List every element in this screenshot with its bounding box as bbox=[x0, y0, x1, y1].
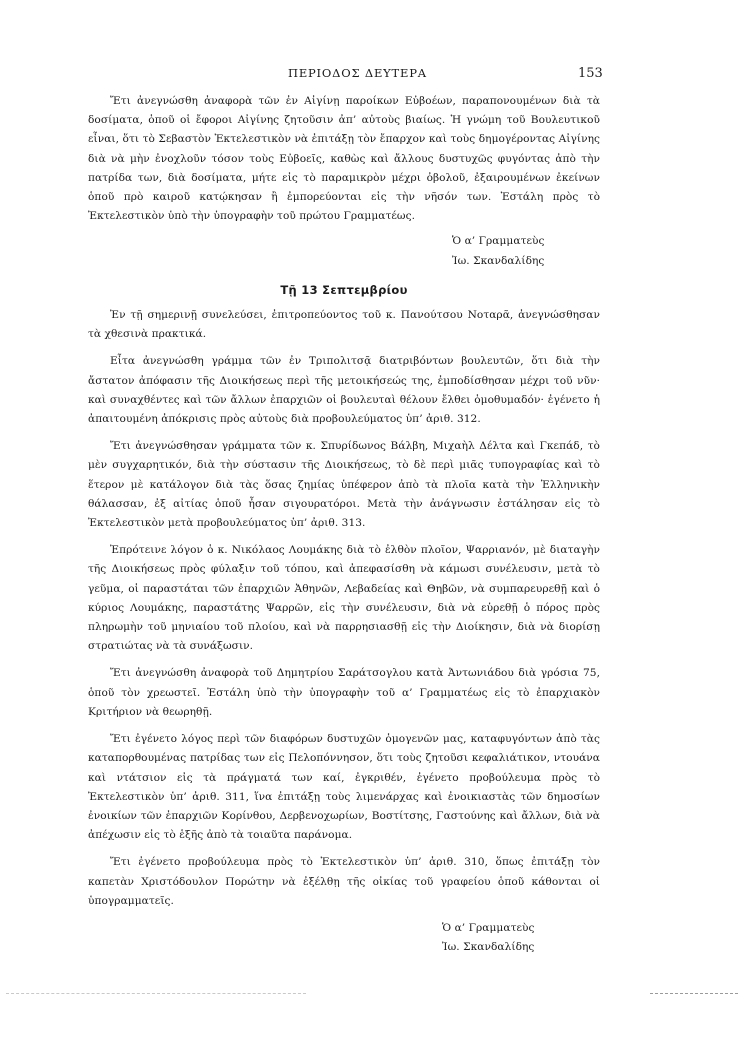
paragraph-tripolitsa-letter: Εἶτα ἀνεγνώσθη γράμμα τῶν ἐν Τριπολιτσᾷ διατριβόντων βουλευτῶν, ὅτι διὰ τὴν ἄστατον ἀπόφασιν τῆς Διοικήσεως περὶ τῆς μετοικήσεώς της, ἐμποδίσθησαν μέχρι τοῦ νῦν· καὶ συναχθέντες καὶ τῶν ἄλλων ἐπαρχιῶν οἱ βουλευταὶ θέλουν ἔλθει ὁμοθυμαδόν· ἐγένετο ἡ ἀπαιτουμένη ἀπόκρισις πρὸς αὐτοὺς διὰ προβουλεύματος ὑπ’ ἀριθ. 312. bbox=[88, 355, 600, 426]
paragraph-saratsoglou-petition: Ἔτι ἀνεγνώσθη ἀναφορὰ τοῦ Δημητρίου Σαράτσογλου κατὰ Ἀντωνιάδου διὰ γρόσια 75, ὁποῦ τὸν χρεωστεῖ. Ἐστάλη ὑπὸ τὴν ὑπογραφὴν τοῦ α’ Γραμματέως εἰς τὸ ἐπαρχιακὸν Κριτήριον νὰ θεωρηθῇ. bbox=[88, 667, 600, 718]
page-number: 153 bbox=[578, 66, 603, 81]
paragraph-refugees-taxes: Ἔτι ἐγένετο λόγος περὶ τῶν διαφόρων δυστυχῶν ὁμογενῶν μας, καταφυγόντων ἀπὸ τὰς καταπορθουμένας πατρίδας των εἰς Πελοπόννησον, ὅτι τοὺς ζητοῦσι κεφαλιάτικον, ντουάνα καὶ ντάτσιον εἰς τὰ πράγματά των καί, ἐγκριθέν, ἐγένετο προβούλευμα πρὸς τὸ Ἐκτελεστικὸν ὑπ’ ἀριθ. 311, ἵνα ἐπιτάξῃ τοὺς λιμενάρχας καὶ ἐνοικιαστὰς τῶν δημοσίων ἐνοικίων τῶν ἐπαρχιῶν Κορίνθου, Δερβενοχωρίων, Βοστίτσης, Γαστούνης καὶ ἄλλων, διὰ νὰ ἀπέχωσιν εἰς τὸ ἑξῆς ἀπὸ τὰ τοιαῦτα παράνομα. bbox=[88, 733, 600, 842]
body-text bbox=[88, 92, 600, 967]
scan-edge-rule-left bbox=[6, 993, 306, 994]
signature-title: Ὁ α’ Γραμματεὺς bbox=[442, 921, 535, 934]
running-head bbox=[0, 66, 744, 86]
signature-name: Ἰω. Σκανδαλίδης bbox=[452, 254, 545, 267]
running-title: ΠΕΡΙΟΔΟΣ ΔΕΥΤΕΡΑ bbox=[288, 66, 427, 80]
paragraph-session-opening: Ἐν τῇ σημερινῇ συνελεύσει, ἐπιτροπεύοντος τοῦ κ. Πανούτσου Νοταρᾶ, ἀνεγνώσθησαν τὰ χθεσινὰ πρακτικά. bbox=[88, 309, 600, 341]
paragraph-loumakis-proposal: Ἐπρότεινε λόγον ὁ κ. Νικόλαος Λουμάκης διὰ τὸ ἐλθὸν πλοῖον, Ψαρριανόν, μὲ διαταγὴν τῆς Διοικήσεως πρὸς φύλαξιν τοῦ τόπου, καὶ ἀπεφασίσθη νὰ κάμωσι συνέλευσιν, μετὰ τὸ γεῦμα, οἱ παραστάται τῶν ἐπαρχιῶν Ἀθηνῶν, Λεβαδείας καὶ Θηβῶν, νὰ συμπαρευρεθῇ καὶ ὁ κύριος Λουμάκης, παραστάτης Ψαρρῶν, εἰς τὴν συνέλευσιν, διὰ νὰ εὑρεθῇ ὁ πόρος πρὸς πληρωμὴν τοῦ μηνιαίου τοῦ πλοίου, καὶ νὰ παρρησιασθῇ εἰς τὴν Διοίκησιν, διὰ νὰ διορίσῃ στρατιώτας νὰ τὰ συνάξωσιν. bbox=[88, 544, 600, 653]
paragraph-porotis-order: Ἔτι ἐγένετο προβούλευμα πρὸς τὸ Ἐκτελεστικὸν ὑπ’ ἀριθ. 310, ὅπως ἐπιτάξῃ τὸν καπετὰν Χριστόδουλον Πορώτην νὰ ἐξέλθῃ τῆς οἰκίας τοῦ γραφείου ὁποῦ κάθονται οἱ ὑπογραμματεῖς. bbox=[88, 856, 600, 907]
signature-block-2 bbox=[88, 919, 600, 957]
signature-block-1 bbox=[88, 232, 600, 270]
signature-title: Ὁ α’ Γραμματεὺς bbox=[452, 235, 545, 248]
paragraph-euboean-petition: Ἔτι ἀνεγνώσθη ἀναφορὰ τῶν ἐν Αἰγίνῃ παροίκων Εὐβοέων, παραπονουμένων διὰ τὰ δοσίματα, ὁποῦ οἱ ἔφοροι Αἰγίνης ζητοῦσιν ἀπ’ αὐτοὺς βιαίως. Ἡ γνώμη τοῦ Βουλευτικοῦ εἶναι, ὅτι τὸ Σεβαστὸν Ἐκτελεστικὸν νὰ ἐπιτάξῃ τὸν ἔπαρχον καὶ τοὺς δημογέροντας Αἰγίνης διὰ νὰ μὴν ἐνοχλοῦν τόσον τοὺς Εὐβοεῖς, καθὼς καὶ ἄλλους δυστυχῶς φυγόντας ἀπὸ τὴν πατρίδα των, διὰ δοσίματα, μήτε εἰς τὸ παραμικρὸν μέχρι ὀβολοῦ, ἐξαιρουμένων ἐκείνων ὁποῦ πρὸ καιροῦ κατῴκησαν ἢ ἐμπορεύονται εἰς τὴν νῆσόν των. Ἐστάλη πρὸς τὸ Ἐκτελεστικὸν ὑπὸ τὴν ὑπογραφὴν τοῦ πρώτου Γραμματέως. bbox=[88, 95, 600, 223]
signature-name: Ἰω. Σκανδαλίδης bbox=[442, 941, 535, 954]
paragraph-letters-valvi-delta: Ἔτι ἀνεγνώσθησαν γράμματα τῶν κ. Σπυρίδωνος Βάλβη, Μιχαὴλ Δέλτα καὶ Γκεπάδ, τὸ μὲν συγχαρητικόν, διὰ τὴν σύστασιν τῆς Διοικήσεως, τὸ δὲ περὶ μιᾶς τυπογραφίας καὶ τὸ ἕτερον μὲ κατάλογον διὰ τὰς ὅσας ζημίας ὑπέφερον ἀπὸ τὰ πλοῖα κατὰ τὴν Ἑλληνικὴν θάλασσαν, ἐξ αἰτίας ὁποῦ ἦσαν σιγουρατόροι. Μετὰ τὴν ἀνάγνωσιν ἐστάλησαν εἰς τὸ Ἐκτελεστικὸν μετὰ προβουλεύματος ὑπ’ ἀριθ. 313. bbox=[88, 440, 600, 530]
date-heading: Τῇ 13 Σεπτεμβρίου bbox=[280, 282, 408, 297]
scan-edge-rule-right bbox=[650, 993, 738, 994]
